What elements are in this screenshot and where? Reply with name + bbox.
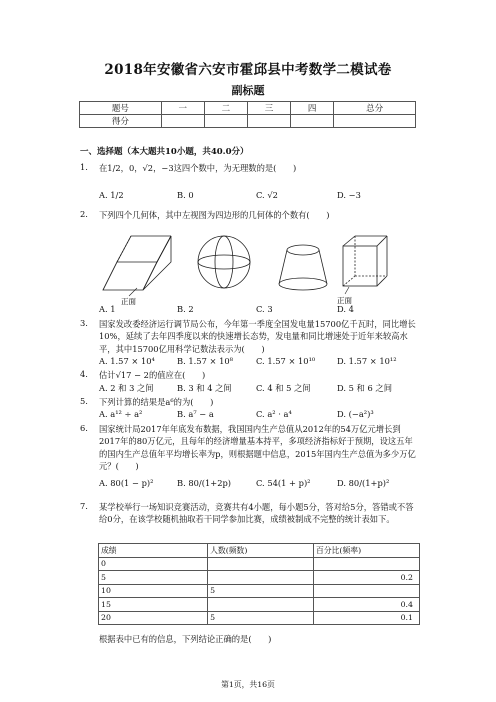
frustum-solid xyxy=(279,245,327,290)
q6-option-b: B. 80/(1+2p) xyxy=(177,478,232,488)
stats-cell: 0 xyxy=(99,557,208,571)
parallelepiped-solid xyxy=(103,236,171,290)
q1-option-b: B. 0 xyxy=(177,190,194,200)
section-heading: 一、选择题（本大题共10小题，共40.0分） xyxy=(80,147,249,157)
score-cell xyxy=(204,115,247,128)
q3-text: 国家发改委经济运行调节局公布，今年第一季度全国发电量15700亿千瓦时，同比增长10%，延续了去年四季度以来的快速增长态势，发电量和同比增速处于近年来较高水平，其中15700亿用科学记数法表示为( ) xyxy=(99,319,416,354)
score-table xyxy=(79,101,416,128)
exam-subtitle: 副标题 xyxy=(231,84,265,97)
table-row xyxy=(99,598,420,612)
q2-solids-figure xyxy=(99,232,389,308)
q4-text: 估计√17 − 2的值应在( ) xyxy=(99,370,206,380)
q2-option-c: C. 3 xyxy=(256,304,273,314)
front-arrow-icon xyxy=(345,287,349,294)
stats-cell: 5 xyxy=(99,571,208,585)
stats-cell: 0.2 xyxy=(314,571,420,585)
q6-number: 6. xyxy=(80,423,88,433)
score-header-cell: 三 xyxy=(247,102,290,115)
q7-stats-table xyxy=(98,543,420,625)
table-row xyxy=(99,571,420,585)
q1-option-a: A. 1/2 xyxy=(99,190,124,200)
stats-cell xyxy=(208,557,314,571)
table-row xyxy=(99,611,420,625)
q4-option-a: A. 2 和 3 之间 xyxy=(99,383,154,393)
q4-option-b: B. 3 和 4 之间 xyxy=(177,383,232,393)
stats-cell: 0.4 xyxy=(314,598,420,612)
stats-header-row xyxy=(99,544,420,558)
q6-text: 国家统计局2017年年底发布数据，我国国内生产总值从2012年的54万亿元增长到2017年的80万亿元，且每年的经济增量基本持平，多项经济指标好于预期，设这五年的国内生产总值年平均增长率为p，则根据题中信息，2015年国内生产总值为多少万亿元？( ) xyxy=(99,424,416,471)
stats-cell xyxy=(314,584,420,598)
q3-option-c: C. 1.57 × 10¹⁰ xyxy=(256,356,316,366)
score-cell xyxy=(291,115,334,128)
q2-front-label-2: 正面 xyxy=(337,296,352,305)
q5-text: 下列计算的结果是a⁶的为( ) xyxy=(99,397,214,407)
score-cell xyxy=(334,115,416,128)
q2-option-a: A. 1 xyxy=(99,304,116,314)
q3-option-a: A. 1.57 × 10⁴ xyxy=(99,356,155,366)
stats-header-cell: 成绩 xyxy=(99,544,208,558)
score-table-score-row xyxy=(80,115,416,128)
q6-option-a: A. 80(1 − p)² xyxy=(99,478,154,488)
q2-option-d: D. 4 xyxy=(337,304,354,314)
score-header-cell: 二 xyxy=(204,102,247,115)
q6-option-d: D. 80/(1+p)² xyxy=(337,478,390,488)
score-header-cell: 题号 xyxy=(80,102,162,115)
q5-option-c: C. a² · a⁴ xyxy=(256,409,292,419)
exam-title: 2018年安徽省六安市霍邱县中考数学二模试卷 xyxy=(104,62,392,78)
stats-cell: 5 xyxy=(208,611,314,625)
stats-cell: 15 xyxy=(99,598,208,612)
q4-option-d: D. 5 和 6 之间 xyxy=(337,383,392,393)
q2-number: 2. xyxy=(80,209,88,219)
q5-number: 5. xyxy=(80,396,88,406)
stats-header-cell: 百分比(频率) xyxy=(314,544,420,558)
q5-option-a: A. a¹² ÷ a² xyxy=(99,409,143,419)
stats-cell xyxy=(208,598,314,612)
q3-option-d: D. 1.57 × 10¹² xyxy=(337,356,397,366)
q2-option-b: B. 2 xyxy=(177,304,194,314)
stats-cell: 0.1 xyxy=(314,611,420,625)
q4-option-c: C. 4 和 5 之间 xyxy=(256,383,311,393)
score-header-cell: 总分 xyxy=(334,102,416,115)
table-row xyxy=(99,584,420,598)
q3-option-b: B. 1.57 × 10⁸ xyxy=(177,356,233,366)
page-footer: 第1页，共16页 xyxy=(221,680,275,689)
stats-header-cell: 人数(频数) xyxy=(208,544,314,558)
front-arrow-icon xyxy=(129,288,137,296)
score-row-label: 得分 xyxy=(80,115,162,128)
q3-number: 3. xyxy=(80,318,88,328)
q7-followup-text: 根据表中已有的信息，下列结论正确的是( ) xyxy=(99,634,272,644)
q7-number: 7. xyxy=(80,501,88,511)
q1-option-c: C. √2 xyxy=(256,190,278,200)
cube-solid xyxy=(343,236,387,286)
q1-option-d: D. −3 xyxy=(337,190,361,200)
sphere-solid xyxy=(198,236,250,288)
score-cell xyxy=(247,115,290,128)
stats-cell: 5 xyxy=(208,584,314,598)
q1-text: 在1/2，0，√2，−3这四个数中，为无理数的是( ) xyxy=(99,163,297,173)
q6-option-c: C. 54(1 + p)² xyxy=(256,478,311,488)
q5-option-b: B. a⁷ − a xyxy=(177,409,214,419)
q4-number: 4. xyxy=(80,369,88,379)
stats-cell xyxy=(314,557,420,571)
q7-text: 某学校举行一场知识竞赛活动，竞赛共有4小题，每小题5分，答对给5分，答错或不答给0分，在该学校随机抽取若干同学参加比赛，成绩被制成不完整的统计表如下。 xyxy=(99,502,414,525)
q2-front-label-1: 正面 xyxy=(121,297,136,306)
stats-cell xyxy=(208,571,314,585)
table-row xyxy=(99,557,420,571)
q5-option-d: D. (−a²)³ xyxy=(337,409,374,419)
score-header-cell: 一 xyxy=(161,102,204,115)
stats-cell: 20 xyxy=(99,611,208,625)
q2-text: 下列四个几何体，其中左视图为四边形的几何体的个数有( ) xyxy=(99,210,330,220)
score-table-header-row xyxy=(80,102,416,115)
q1-number: 1. xyxy=(80,162,88,172)
score-header-cell: 四 xyxy=(291,102,334,115)
score-cell xyxy=(161,115,204,128)
stats-cell: 10 xyxy=(99,584,208,598)
